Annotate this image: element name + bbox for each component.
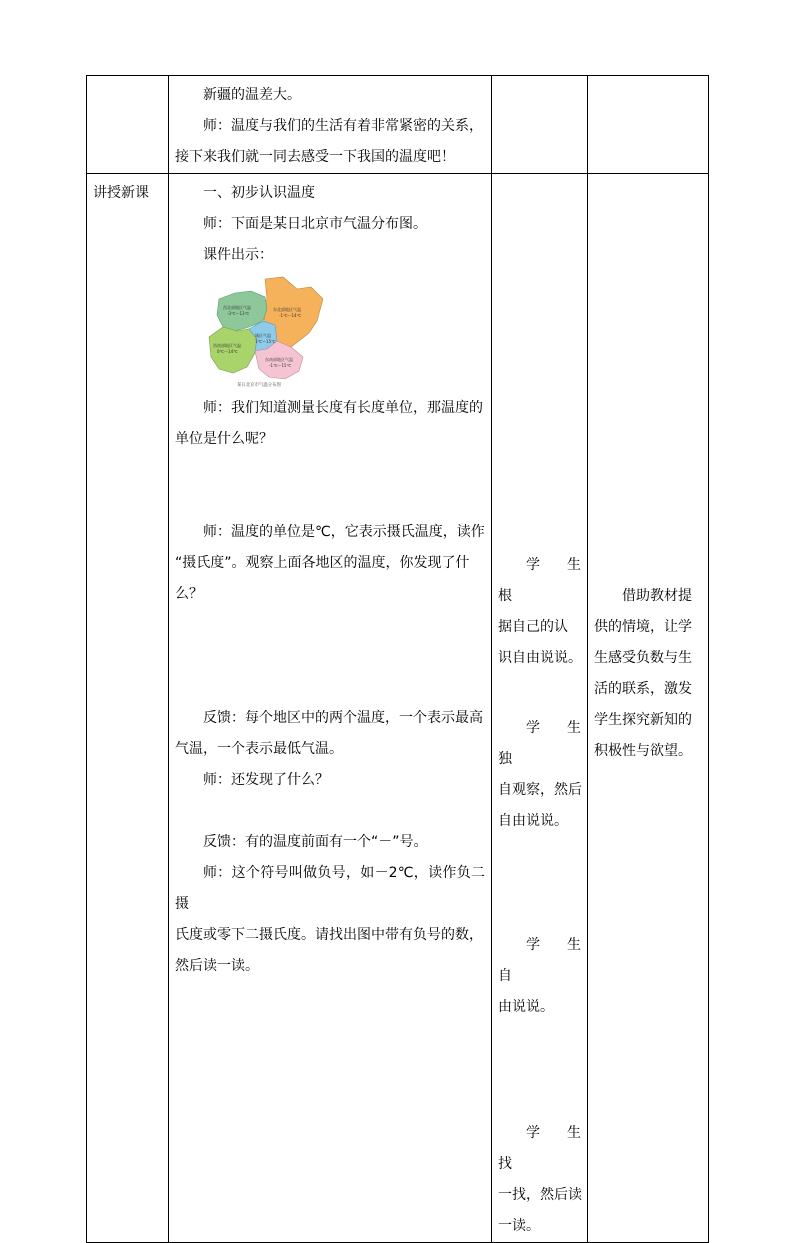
paragraph: 气温，一个表示最低气温。 — [175, 741, 343, 757]
student-activity: 一读。 — [498, 1218, 540, 1234]
temperature-map — [205, 275, 331, 389]
student-activity: 识自由说说。 — [498, 650, 582, 666]
paragraph: 单位是什么呢？ — [175, 431, 273, 447]
paragraph: 氏度或零下二摄氏度。请找出图中带有负号的数， — [175, 927, 483, 943]
design-intent: 积极性与欲望。 — [594, 743, 692, 759]
student-cell — [492, 76, 588, 174]
student-cell — [492, 174, 588, 1243]
design-intent: 供的情境，让学 — [594, 619, 692, 635]
map-label: 西南部地区气温 — [213, 343, 241, 348]
paragraph: 师：这个符号叫做负号，如－2℃，读作负二摄 — [175, 865, 485, 912]
student-activity: 学 生 独 — [498, 720, 583, 767]
student-activity: 由说说。 — [498, 999, 554, 1015]
student-activity: 据自己的认 — [498, 619, 568, 635]
map-label: 西北部地区气温 — [223, 305, 251, 310]
paragraph: 反馈：每个地区中的两个温度，一个表示最高 — [203, 710, 483, 726]
map-label: 东南部地区气温 — [265, 357, 293, 362]
table-row — [87, 76, 709, 174]
content-cell — [169, 76, 492, 174]
paragraph: 师：温度的单位是℃，它表示摄氏温度，读作 — [203, 524, 485, 540]
student-activity: 学 生 根 — [498, 557, 583, 604]
lesson-table — [86, 75, 709, 1243]
paragraph: 接下来我们就一同去感受一下我国的温度吧！ — [175, 149, 455, 165]
content-cell — [169, 174, 492, 1243]
heading: 一、初步认识温度 — [203, 185, 315, 201]
map-label: 城区气温 — [255, 333, 271, 338]
design-intent: 活的联系，激发 — [594, 681, 692, 697]
paragraph: 么？ — [175, 586, 203, 602]
map-label: 东北部地区气温 — [273, 307, 301, 312]
design-cell — [588, 76, 709, 174]
section-cell — [87, 76, 169, 174]
paragraph: 课件出示： — [203, 247, 273, 263]
map-label: -1℃～14℃ — [279, 313, 302, 318]
student-activity: 自观察，然后 — [498, 782, 582, 798]
design-intent: 借助教材提 — [622, 588, 692, 604]
map-label: 0℃～14℃ — [217, 349, 238, 354]
student-activity: 学 生 自 — [498, 937, 583, 984]
paragraph: “摄氏度”。观察上面各地区的温度，你发现了什 — [175, 555, 470, 571]
map-label: -1℃～15℃ — [269, 363, 292, 368]
map-caption: 某日北京市气温分布图 — [237, 383, 281, 388]
paragraph: 反馈：有的温度前面有一个“－”号。 — [203, 834, 428, 850]
paragraph: 师：我们知道测量长度有长度单位，那温度的 — [203, 400, 483, 416]
paragraph: 然后读一读。 — [175, 958, 259, 974]
map-label: 1℃～15℃ — [255, 339, 276, 344]
student-activity: 自由说说。 — [498, 813, 568, 829]
student-activity: 一找，然后读 — [498, 1187, 582, 1203]
paragraph: 师：还发现了什么？ — [203, 772, 329, 788]
paragraph: 师：温度与我们的生活有着非常紧密的关系， — [203, 118, 483, 134]
paragraph: 师：下面是某日北京市气温分布图。 — [203, 216, 427, 232]
student-activity: 学 生 找 — [498, 1125, 583, 1172]
design-intent: 学生探究新知的 — [594, 712, 692, 728]
paragraph: 新疆的温差大。 — [203, 87, 301, 103]
section-cell — [87, 174, 169, 1243]
section-title: 讲授新课 — [93, 185, 149, 201]
design-cell — [588, 174, 709, 1243]
design-intent: 生感受负数与生 — [594, 650, 692, 666]
table-row — [87, 174, 709, 1243]
map-label: -3℃～13℃ — [227, 311, 250, 316]
